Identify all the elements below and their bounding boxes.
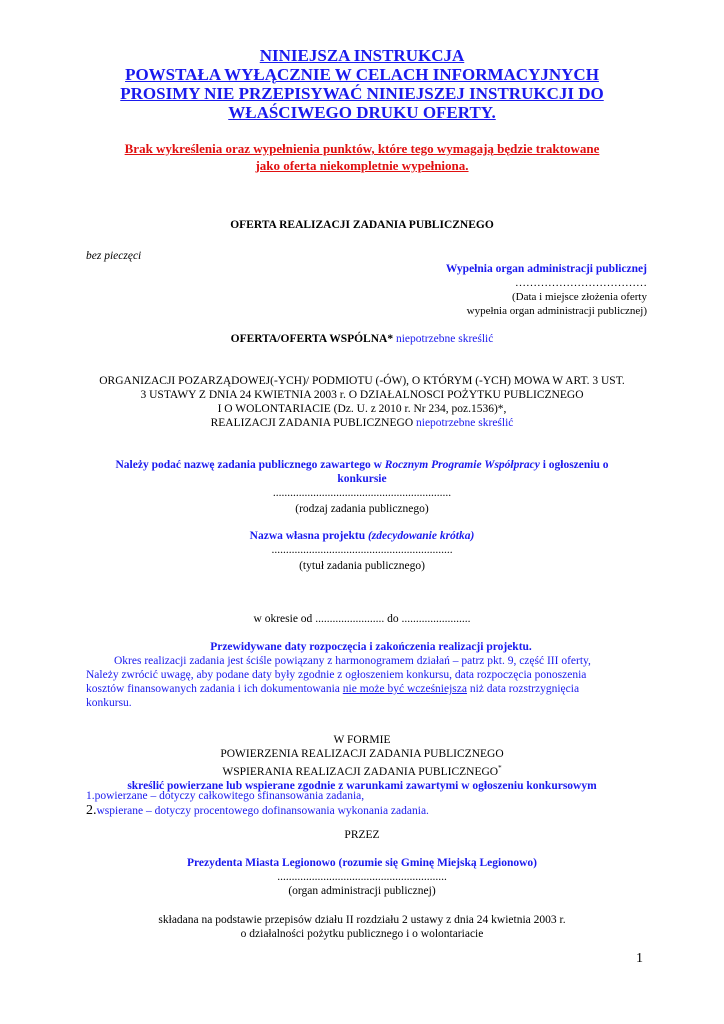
offer-type-label: OFERTA/OFERTA WSPÓLNA* bbox=[230, 333, 394, 345]
organ-note-1: (Data i miejsce złożenia oferty bbox=[512, 291, 647, 303]
org-line-2: 3 USTAWY Z DNIA 24 KWIETNIA 2003 r. O DZIAŁALNOSCI POŻYTKU PUBLICZNEGO bbox=[140, 389, 584, 401]
form-line-3-wrap bbox=[60, 761, 664, 779]
org-line-4-wrap bbox=[60, 416, 664, 430]
dates-line-1: Okres realizacji zadania jest ściśle powiązany z harmonogramem działań – patrz pkt. 9, część III oferty, bbox=[114, 655, 591, 667]
org-hint: niepotrzebne skreślić bbox=[416, 417, 514, 429]
form-option-1: 1.powierzane – dotyczy całkowitego sfinansowania zadania, bbox=[86, 790, 365, 802]
form-line-3-sup: * bbox=[498, 764, 502, 772]
legal-line-1: składana na podstawie przepisów działu II rozdziału 2 ustawy z dnia 24 kwietnia 2003 r. bbox=[158, 914, 566, 926]
through-block bbox=[60, 828, 664, 898]
through-dots: ........................................................... bbox=[277, 871, 447, 883]
organ-block bbox=[360, 262, 647, 318]
period-dots-1: ........................ bbox=[315, 613, 385, 625]
project-name-label: Nazwa własna projektu bbox=[249, 530, 366, 542]
project-name-label-italic: (zdecydowanie krótka) bbox=[367, 530, 475, 542]
dates-info-block bbox=[86, 640, 656, 710]
form-line-1: W FORMIE bbox=[333, 734, 391, 746]
org-line-4: REALIZACJI ZADANIA PUBLICZNEGO bbox=[210, 417, 414, 429]
document-title: OFERTA REALIZACJI ZADANIA PUBLICZNEGO bbox=[230, 219, 494, 231]
task-instr-part-1: Należy podać nazwę zadania publicznego zawartego w bbox=[115, 459, 382, 471]
form-instruction: skreślić powierzane lub wspierane zgodnie z warunkami zawartymi w ogłoszeniu konkursowym bbox=[127, 779, 597, 792]
task-instr-line-2: konkursie bbox=[337, 473, 387, 485]
form-block bbox=[60, 733, 664, 793]
header-line-3: PROSIMY NIE PRZEPISYWAĆ NINIEJSZEJ INSTRUKCJI DO bbox=[120, 84, 604, 103]
dates-line-2: Należy zwrócić uwagę, aby podane daty były zgodnie z ogłoszeniem konkursu, data rozpoczęcia ponoszenia bbox=[86, 669, 587, 681]
through-name: Prezydenta Miasta Legionowo (rozumie się Gminę Miejską Legionowo) bbox=[187, 857, 537, 869]
header-line-4: WŁAŚCIWEGO DRUKU OFERTY. bbox=[228, 103, 496, 122]
project-name-block bbox=[60, 529, 664, 573]
dates-heading: Przewidywane daty rozpoczęcia i zakończenia realizacji projektu. bbox=[210, 641, 532, 653]
task-instr-italic: Rocznym Programie Współpracy bbox=[384, 459, 540, 471]
task-name-dots: .............................................................. bbox=[272, 487, 452, 499]
warning-line-2: jako oferta niekompletnie wypełniona. bbox=[255, 158, 469, 173]
dates-line-3-part-1: kosztów finansowanych zadania i ich dokumentowania bbox=[86, 683, 340, 695]
form-option-2-text: wspierane – dotyczy procentowego dofinansowania wykonania zadania. bbox=[96, 805, 429, 817]
task-instr-part-2: i ogłoszeniu o bbox=[542, 459, 609, 471]
org-line-1: ORGANIZACJI POZARZĄDOWEJ(-YCH)/ PODMIOTU (-ÓW), O KTÓRYM (-YCH) MOWA W ART. 3 UST. bbox=[99, 375, 625, 387]
stamp-note: bez pieczęci bbox=[86, 250, 142, 262]
dates-line-3-underline: nie może być wcześniejsza bbox=[342, 683, 467, 695]
period-prefix: w okresie od bbox=[253, 613, 313, 625]
task-name-instruction bbox=[60, 458, 664, 472]
organ-note-2: wypełnia organ administracji publicznej) bbox=[466, 305, 647, 317]
page-number: 1 bbox=[636, 951, 643, 966]
header-block bbox=[60, 46, 664, 122]
organ-instruction: Wypełnia organ administracji publicznej bbox=[445, 263, 647, 275]
period-dots-2: ........................ bbox=[401, 613, 471, 625]
project-name-dots: ............................................................... bbox=[271, 544, 453, 556]
form-option-2-number: 2. bbox=[86, 803, 97, 818]
header-line-1: NINIEJSZA INSTRUKCJA bbox=[259, 46, 465, 65]
through-label: PRZEZ bbox=[344, 829, 380, 841]
header-line-2: POWSTAŁA WYŁĄCZNIE W CELACH INFORMACYJNYCH bbox=[125, 65, 599, 84]
org-block bbox=[60, 374, 664, 430]
offer-type-line bbox=[60, 332, 664, 346]
dates-line-3 bbox=[86, 682, 656, 696]
offer-type-hint: niepotrzebne skreślić bbox=[395, 333, 494, 345]
task-name-block bbox=[60, 458, 664, 516]
warning-line-1: Brak wykreślenia oraz wypełnienia punktów, które tego wymagają będzie traktowane bbox=[124, 141, 600, 156]
period-middle: do bbox=[387, 613, 399, 625]
task-name-caption: (rodzaj zadania publicznego) bbox=[295, 503, 429, 515]
legal-line-2: o działalności pożytku publicznego i o wolontariacie bbox=[240, 928, 484, 940]
project-name-label-wrap bbox=[60, 529, 664, 543]
form-line-2: POWIERZENIA REALIZACJI ZADANIA PUBLICZNEGO bbox=[220, 748, 504, 760]
form-line-3: WSPIERANIA REALIZACJI ZADANIA PUBLICZNEGO bbox=[222, 765, 499, 778]
form-options bbox=[86, 789, 656, 818]
form-option-2-wrap bbox=[86, 804, 656, 818]
dates-line-3-part-2: niż data rozstrzygnięcia bbox=[469, 683, 580, 695]
warning-block bbox=[60, 140, 664, 174]
period-line bbox=[60, 612, 664, 626]
legal-block bbox=[60, 913, 664, 941]
through-caption: (organ administracji publicznej) bbox=[288, 885, 436, 897]
organ-dots: ……………………………… bbox=[515, 277, 647, 289]
dates-line-4: konkursu. bbox=[86, 697, 132, 709]
project-name-caption: (tytuł zadania publicznego) bbox=[299, 560, 425, 572]
org-line-3: I O WOLONTARIACIE (Dz. U. z 2010 r. Nr 234, poz.1536)*, bbox=[217, 403, 507, 415]
